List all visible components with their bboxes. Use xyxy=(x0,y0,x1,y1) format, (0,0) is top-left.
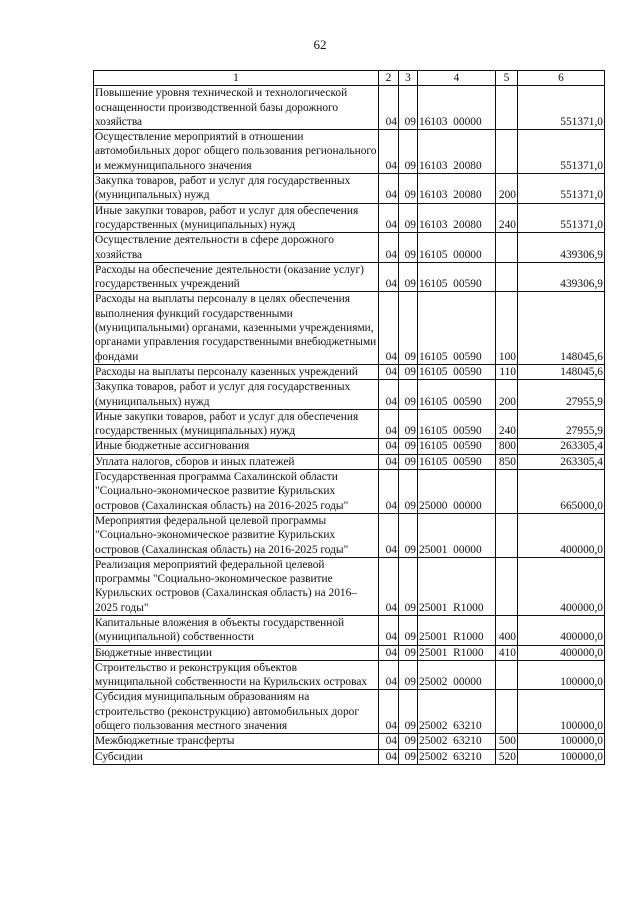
table-row xyxy=(94,645,605,660)
header-col-1: 1 xyxy=(94,71,379,86)
row-amount: 100000,0 xyxy=(518,734,605,749)
row-subsection: 09 xyxy=(399,645,418,660)
row-expense-type xyxy=(496,690,518,734)
row-name: Субсидии xyxy=(94,749,379,764)
row-expense-type: 410 xyxy=(496,645,518,660)
row-expense-type: 850 xyxy=(496,454,518,469)
row-amount: 400000,0 xyxy=(518,513,605,557)
row-target-article: 16105 00590 xyxy=(418,439,496,454)
table-row xyxy=(94,262,605,292)
row-subsection: 09 xyxy=(399,364,418,379)
row-name: Закупка товаров, работ и услуг для государственных (муниципальных) нужд xyxy=(94,174,379,204)
row-target-article: 16103 20080 xyxy=(418,203,496,233)
row-expense-type xyxy=(496,130,518,174)
row-subsection: 09 xyxy=(399,660,418,690)
table-row xyxy=(94,409,605,439)
row-subsection: 09 xyxy=(399,203,418,233)
row-target-article: 16105 00000 xyxy=(418,233,496,263)
row-expense-type: 520 xyxy=(496,749,518,764)
row-amount: 100000,0 xyxy=(518,749,605,764)
row-expense-type xyxy=(496,513,518,557)
row-amount: 439306,9 xyxy=(518,233,605,263)
row-section: 04 xyxy=(379,734,399,749)
row-name: Иные закупки товаров, работ и услуг для обеспечения государственных (муниципальных) нужд xyxy=(94,203,379,233)
row-subsection: 09 xyxy=(399,292,418,364)
header-col-4: 4 xyxy=(418,71,496,86)
row-expense-type: 400 xyxy=(496,615,518,645)
row-name: Иные закупки товаров, работ и услуг для обеспечения государственных (муниципальных) нужд xyxy=(94,409,379,439)
row-amount: 665000,0 xyxy=(518,470,605,514)
row-subsection: 09 xyxy=(399,690,418,734)
table-row xyxy=(94,233,605,263)
row-name: Иные бюджетные ассигнования xyxy=(94,439,379,454)
header-col-5: 5 xyxy=(496,71,518,86)
table-row xyxy=(94,690,605,734)
table-row xyxy=(94,364,605,379)
table-row xyxy=(94,749,605,764)
row-amount: 263305,4 xyxy=(518,439,605,454)
table-row xyxy=(94,513,605,557)
row-amount: 100000,0 xyxy=(518,690,605,734)
row-name: Расходы на выплаты персоналу казенных учреждений xyxy=(94,364,379,379)
row-amount: 148045,6 xyxy=(518,364,605,379)
table-row xyxy=(94,470,605,514)
row-amount: 400000,0 xyxy=(518,645,605,660)
row-expense-type: 200 xyxy=(496,174,518,204)
row-name: Субсидия муниципальным образованиям на строительство (реконструкцию) автомобильных дорог общего пользования местного значения xyxy=(94,690,379,734)
row-subsection: 09 xyxy=(399,233,418,263)
header-col-6: 6 xyxy=(518,71,605,86)
row-target-article: 16103 20080 xyxy=(418,174,496,204)
table-row xyxy=(94,615,605,645)
table-row xyxy=(94,439,605,454)
row-name: Уплата налогов, сборов и иных платежей xyxy=(94,454,379,469)
row-section: 04 xyxy=(379,615,399,645)
row-section: 04 xyxy=(379,690,399,734)
row-name: Осуществление мероприятий в отношении автомобильных дорог общего пользования регионального и межмуниципального значения xyxy=(95,131,377,172)
row-target-article: 25002 63210 xyxy=(418,749,496,764)
row-target-article: 16105 00590 xyxy=(418,409,496,439)
row-amount: 551371,0 xyxy=(518,174,605,204)
row-subsection: 09 xyxy=(399,749,418,764)
row-name: Осуществление деятельности в сфере дорожного хозяйства xyxy=(94,233,379,263)
table-header-row xyxy=(94,71,605,86)
row-target-article: 25002 63210 xyxy=(418,734,496,749)
row-expense-type: 100 xyxy=(496,292,518,364)
row-target-article: 16105 00590 xyxy=(418,454,496,469)
row-target-article: 16105 00590 xyxy=(418,262,496,292)
row-section: 04 xyxy=(379,454,399,469)
table-row xyxy=(94,660,605,690)
row-expense-type: 240 xyxy=(496,409,518,439)
row-target-article: 25000 00000 xyxy=(418,470,496,514)
row-amount: 100000,0 xyxy=(518,660,605,690)
row-subsection: 09 xyxy=(399,513,418,557)
row-subsection: 09 xyxy=(399,130,418,174)
row-target-article: 25001 R1000 xyxy=(418,645,496,660)
row-subsection: 09 xyxy=(399,174,418,204)
row-amount: 439306,9 xyxy=(518,262,605,292)
row-target-article: 25001 R1000 xyxy=(418,615,496,645)
row-amount: 27955,9 xyxy=(518,380,605,410)
row-name: Бюджетные инвестиции xyxy=(94,645,379,660)
row-target-article: 16103 00000 xyxy=(418,86,496,130)
row-name: Строительство и реконструкция объектов муниципальной собственности на Курильских островах xyxy=(94,660,379,690)
row-name: Закупка товаров, работ и услуг для государственных (муниципальных) нужд xyxy=(94,380,379,410)
table-row xyxy=(94,130,605,174)
table-row xyxy=(94,734,605,749)
row-name: Реализация мероприятий федеральной целевой программы "Социально-экономическое развитие Курильских островов (Сахалинская область) на 2016–2025 годы" xyxy=(94,557,379,615)
row-expense-type: 800 xyxy=(496,439,518,454)
row-section: 04 xyxy=(379,364,399,379)
row-section: 04 xyxy=(379,749,399,764)
row-section: 04 xyxy=(379,292,399,364)
row-subsection: 09 xyxy=(399,86,418,130)
row-amount: 400000,0 xyxy=(518,615,605,645)
row-subsection: 09 xyxy=(399,439,418,454)
row-expense-type xyxy=(496,557,518,615)
row-target-article: 25002 00000 xyxy=(418,660,496,690)
row-section: 04 xyxy=(379,130,399,174)
row-section: 04 xyxy=(379,557,399,615)
row-target-article: 25001 R1000 xyxy=(418,557,496,615)
row-amount: 551371,0 xyxy=(518,130,605,174)
row-expense-type: 110 xyxy=(496,364,518,379)
header-col-2: 2 xyxy=(379,71,399,86)
table-row xyxy=(94,203,605,233)
page-number: 62 xyxy=(313,37,327,52)
row-subsection: 09 xyxy=(399,262,418,292)
row-expense-type: 200 xyxy=(496,380,518,410)
row-name: Государственная программа Сахалинской области "Социально-экономическое развитие Курильских островов (Сахалинская область) на 2016-2025 годы" xyxy=(94,470,379,514)
table-row xyxy=(94,380,605,410)
row-section: 04 xyxy=(379,262,399,292)
budget-table xyxy=(93,70,605,765)
row-target-article: 16103 20080 xyxy=(418,130,496,174)
row-section: 04 xyxy=(379,380,399,410)
row-amount: 551371,0 xyxy=(518,203,605,233)
row-amount: 148045,6 xyxy=(518,292,605,364)
row-section: 04 xyxy=(379,645,399,660)
row-section: 04 xyxy=(379,203,399,233)
row-section: 04 xyxy=(379,513,399,557)
row-expense-type xyxy=(496,86,518,130)
table-row xyxy=(94,86,605,130)
row-target-article: 25001 00000 xyxy=(418,513,496,557)
row-name: Мероприятия федеральной целевой программы "Социально-экономическое развитие Курильских островов (Сахалинская область) на 2016-2025 годы" xyxy=(94,513,379,557)
table-row xyxy=(94,174,605,204)
row-name: Капитальные вложения в объекты государственной (муниципальной) собственности xyxy=(94,615,379,645)
row-expense-type: 240 xyxy=(496,203,518,233)
table-row xyxy=(94,454,605,469)
row-amount: 400000,0 xyxy=(518,557,605,615)
table-row xyxy=(94,557,605,615)
header-col-3: 3 xyxy=(399,71,418,86)
row-target-article: 16105 00590 xyxy=(418,364,496,379)
row-subsection: 09 xyxy=(399,409,418,439)
row-target-article: 25002 63210 xyxy=(418,690,496,734)
row-subsection: 09 xyxy=(399,454,418,469)
row-expense-type xyxy=(496,262,518,292)
row-amount: 551371,0 xyxy=(518,86,605,130)
row-target-article: 16105 00590 xyxy=(418,292,496,364)
row-expense-type xyxy=(496,233,518,263)
row-section: 04 xyxy=(379,174,399,204)
row-expense-type: 500 xyxy=(496,734,518,749)
row-section: 04 xyxy=(379,439,399,454)
row-subsection: 09 xyxy=(399,557,418,615)
row-name: Расходы на выплаты персоналу в целях обеспечения выполнения функций государственными (муниципальными) органами, казенными учреждениями, органами управления государственными внебюджетными фондами xyxy=(94,292,379,364)
row-section: 04 xyxy=(379,660,399,690)
row-section: 04 xyxy=(379,233,399,263)
row-amount: 263305,4 xyxy=(518,454,605,469)
row-subsection: 09 xyxy=(399,470,418,514)
row-section: 04 xyxy=(379,409,399,439)
row-expense-type xyxy=(496,470,518,514)
row-section: 04 xyxy=(379,86,399,130)
row-subsection: 09 xyxy=(399,380,418,410)
row-expense-type xyxy=(496,660,518,690)
row-subsection: 09 xyxy=(399,615,418,645)
row-name: Повышение уровня технической и технологической оснащенности производственной базы дорожного хозяйства xyxy=(94,86,379,130)
row-target-article: 16105 00590 xyxy=(418,380,496,410)
row-section: 04 xyxy=(379,470,399,514)
row-subsection: 09 xyxy=(399,734,418,749)
row-name: Межбюджетные трансферты xyxy=(94,734,379,749)
table-row xyxy=(94,292,605,364)
row-name: Расходы на обеспечение деятельности (оказание услуг) государственных учреждений xyxy=(94,262,379,292)
row-amount: 27955,9 xyxy=(518,409,605,439)
